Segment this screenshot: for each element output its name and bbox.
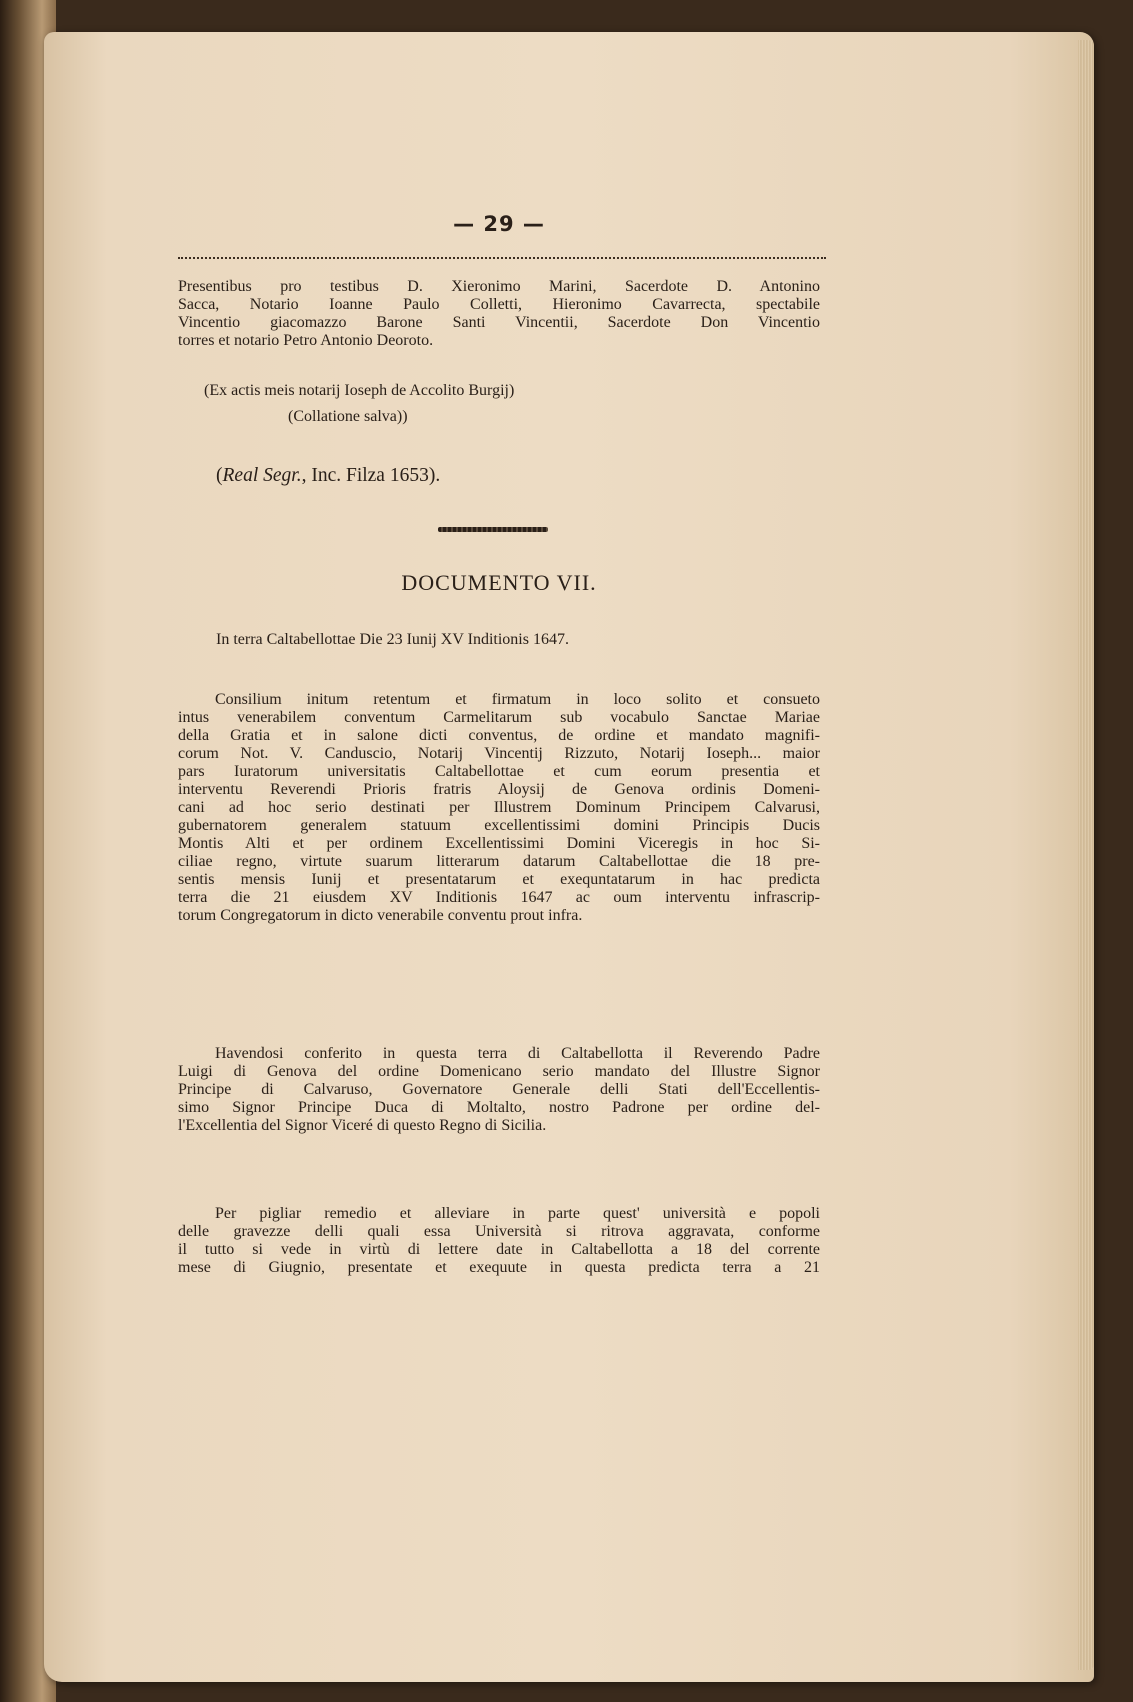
- text-line: pars Iuratorum universitatis Caltabellottae et cum eorum presentia et: [178, 763, 820, 780]
- section-divider-ornament: [438, 527, 548, 532]
- text-line: delle gravezze delli quali essa Università si ritrova aggravata, conforme: [178, 1223, 820, 1240]
- text-line: torres et notario Petro Antonio Deoroto.: [178, 332, 434, 349]
- text-line: torum Congregatorum in dicto venerabile conventu prout infra.: [178, 907, 583, 924]
- text-line: cani ad hoc serio destinati per Illustrem Dominum Principem Calvarusi,: [178, 799, 820, 816]
- text-line: corum Not. V. Canduscio, Notarij Vincentij Rizzuto, Notarij Ioseph... maior: [178, 745, 820, 762]
- text-line: simo Signor Principe Duca di Moltalto, nostro Padrone per ordine del-: [178, 1099, 820, 1116]
- collatione-line: (Collatione salva)): [288, 408, 408, 425]
- text-line: della Gratia et in salone dicti conventus, de ordine et mandato magnifi-: [178, 727, 820, 744]
- citation-open: (: [216, 465, 223, 486]
- text-line: Montis Alti et per ordinem Excellentissimi Domini Viceregis in hoc Si-: [178, 835, 820, 852]
- text-line: sentis mensis Iunij et presentatarum et exequntatarum in hac predicta: [178, 871, 820, 888]
- text-line: intus venerabilem conventum Carmelitarum sub vocabulo Sanctae Mariae: [178, 709, 820, 726]
- citation-rest: , Inc. Filza 1653).: [301, 465, 441, 486]
- latin-paragraph: [178, 691, 820, 925]
- text-line: Luigi di Genova del ordine Domenicano serio mandato del Illustre Signor: [178, 1063, 820, 1080]
- text-line: l'Excellentia del Signor Viceré di questo Regno di Sicilia.: [178, 1117, 547, 1134]
- text-line: Havendosi conferito in questa terra di Caltabellotta il Reverendo Padre: [215, 1045, 820, 1062]
- text-line: il tutto si vede in virtù di lettere date in Caltabellotta a 18 del corrente: [178, 1241, 820, 1258]
- havendosi-paragraph: [178, 1045, 820, 1135]
- source-citation: [216, 465, 858, 487]
- citation-italic: Real Segr.: [222, 465, 302, 486]
- text-line: Consilium initum retentum et firmatum in loco solito et consueto: [215, 691, 820, 708]
- text-line: ciliae regno, virtute suarum litterarum datarum Caltabellottae die 18 pre-: [178, 853, 820, 870]
- page-edges: [1078, 40, 1094, 1670]
- text-line: gubernatorem generalem statuum excellentissimi domini Principis Ducis: [178, 817, 820, 834]
- text-line: Presentibus pro testibus D. Xieronimo Marini, Sacerdote D. Antonino: [178, 278, 820, 295]
- text-line: Vincentio giacomazzo Barone Santi Vincentii, Sacerdote Don Vincentio: [178, 314, 820, 331]
- text-line: Per pigliar remedio et alleviare in parte quest' università e popoli: [215, 1205, 820, 1222]
- text-line: Sacca, Notario Ioanne Paulo Colletti, Hieronimo Cavarrecta, spectabile: [178, 296, 820, 313]
- text-line: mese di Giugnio, presentate et exequute in questa predicta terra a 21: [178, 1259, 820, 1276]
- dateline: In terra Caltabellottae Die 23 Iunij XV Inditionis 1647.: [216, 631, 569, 648]
- header-rule: [178, 257, 826, 259]
- document-heading: DOCUMENTO VII.: [401, 570, 597, 595]
- pigliar-paragraph: [178, 1205, 820, 1277]
- ex-actis-line: (Ex actis meis notarij Ioseph de Accolito Burgij): [204, 382, 515, 399]
- page-number: — 29 —: [453, 212, 545, 236]
- text-line: terra die 21 eiusdem XV Inditionis 1647 ac oum interventu infrascrip-: [178, 889, 820, 906]
- text-line: Principe di Calvaruso, Governatore Generale delli Stati dell'Eccellentis-: [178, 1081, 820, 1098]
- text-line: interventu Reverendi Prioris fratris Aloysij de Genova ordinis Domeni-: [178, 781, 820, 798]
- opening-paragraph: [178, 278, 820, 350]
